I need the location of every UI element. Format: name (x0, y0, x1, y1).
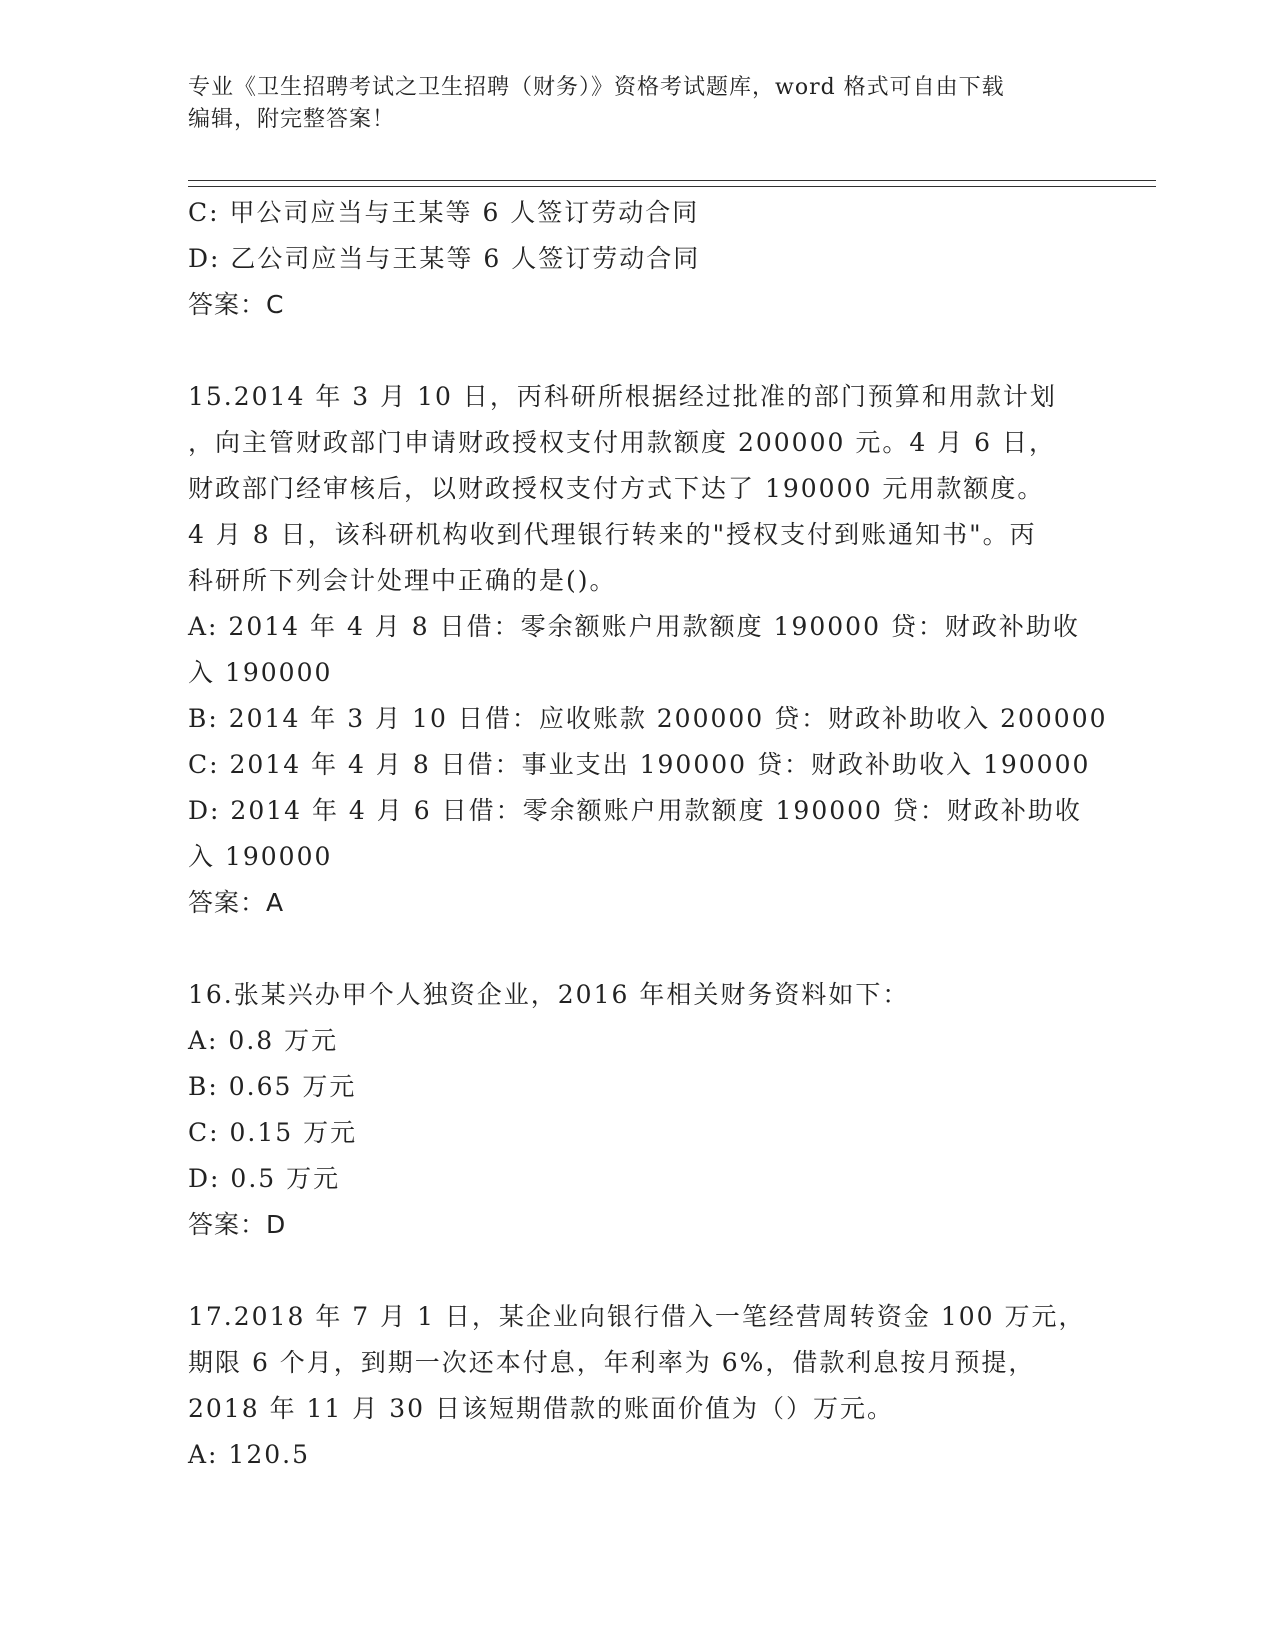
option-a: A: 120.5 (188, 1440, 310, 1469)
document-body (188, 190, 1108, 1478)
option-b: B: 2014 年 3 月 10 日借：应收账款 200000 贷：财政补助收入 200000 (188, 704, 1108, 733)
option-b: B: 0.65 万元 (188, 1072, 357, 1101)
question-15 (188, 374, 1108, 926)
option-d: D: 乙公司应当与王某等 6 人签订劳动合同 (188, 244, 701, 273)
question-14 (188, 190, 1088, 328)
question-stem: 16.张某兴办甲个人独资企业，2016 年相关财务资料如下： (188, 980, 910, 1009)
question-stem-line: 4 月 8 日，该科研机构收到代理银行转来的"授权支付到账通知书"。丙 (188, 520, 1037, 549)
option-d-continued: 入 190000 (188, 842, 333, 871)
question-16 (188, 972, 1088, 1248)
question-stem-line: 科研所下列会计处理中正确的是()。 (188, 566, 617, 595)
option-a-continued: 入 190000 (188, 658, 333, 687)
option-d: D: 2014 年 4 月 6 日借：零余额账户用款额度 190000 贷：财政补助收 (188, 796, 1082, 825)
answer: 答案：C (188, 290, 285, 319)
question-stem-line: 2018 年 11 月 30 日该短期借款的账面价值为（）万元。 (188, 1394, 894, 1423)
header-divider (188, 180, 1156, 187)
question-17 (188, 1294, 1088, 1478)
option-c: C: 2014 年 4 月 8 日借：事业支出 190000 贷：财政补助收入 190000 (188, 750, 1091, 779)
answer: 答案：D (188, 1210, 287, 1239)
header-line-1: 专业《卫生招聘考试之卫生招聘（财务）》资格考试题库，word 格式可自由下载 (188, 75, 1005, 100)
page-header (188, 72, 1088, 136)
option-a: A: 2014 年 4 月 8 日借：零余额账户用款额度 190000 贷：财政补助收 (188, 612, 1080, 641)
question-stem-line: 15.2014 年 3 月 10 日，丙科研所根据经过批准的部门预算和用款计划 (188, 382, 1057, 411)
spacer (188, 1248, 1088, 1294)
option-a: A: 0.8 万元 (188, 1026, 339, 1055)
question-stem-line: 财政部门经审核后，以财政授权支付方式下达了 190000 元用款额度。 (188, 474, 1045, 503)
option-c: C: 0.15 万元 (188, 1118, 358, 1147)
header-line-2: 编辑，附完整答案！ (188, 107, 396, 132)
question-stem-line: 17.2018 年 7 月 1 日，某企业向银行借入一笔经营周转资金 100 万元， (188, 1302, 1086, 1331)
option-d: D: 0.5 万元 (188, 1164, 341, 1193)
spacer (188, 926, 1088, 972)
question-stem-line: ，向主管财政部门申请财政授权支付用款额度 200000 元。4 月 6 日， (188, 428, 1056, 457)
spacer (188, 328, 1088, 374)
question-stem-line: 期限 6 个月，到期一次还本付息，年利率为 6%，借款利息按月预提， (188, 1348, 1036, 1377)
answer: 答案：A (188, 888, 285, 917)
option-c: C: 甲公司应当与王某等 6 人签订劳动合同 (188, 198, 700, 227)
